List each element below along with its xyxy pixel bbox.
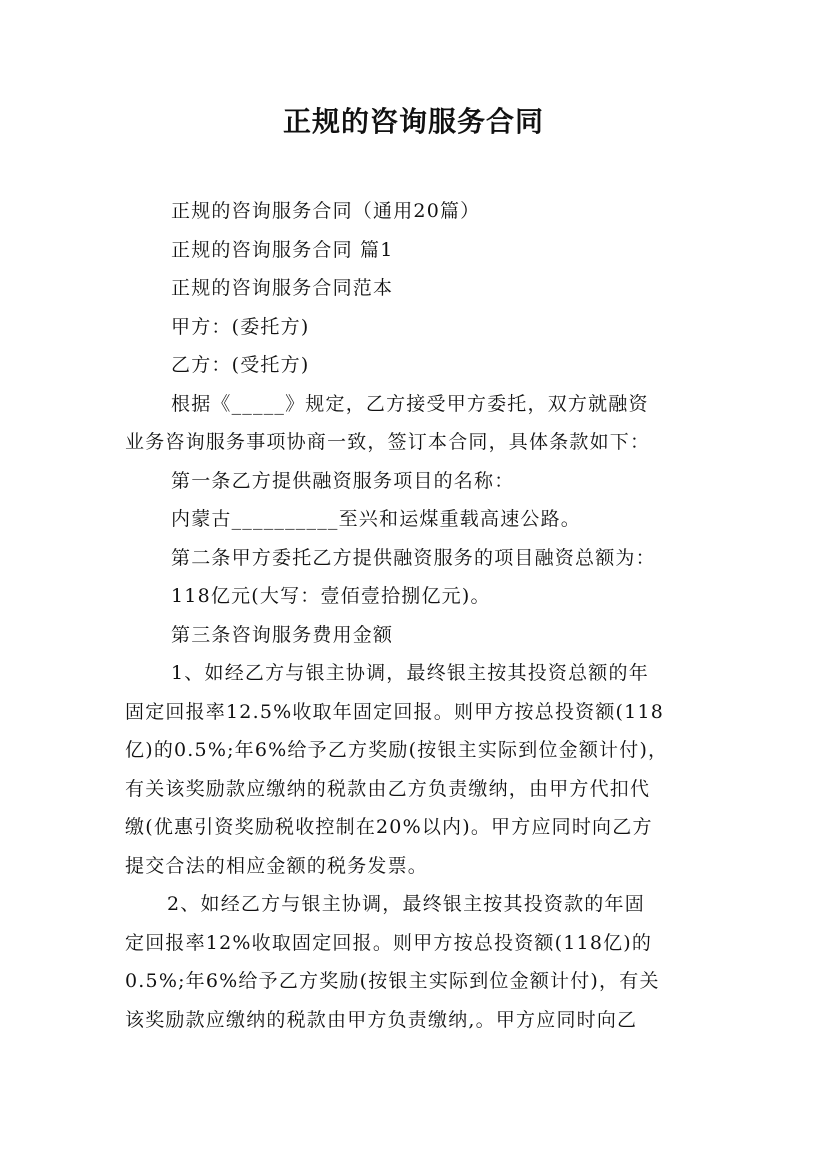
paragraph-line: 正规的咨询服务合同范本 xyxy=(171,277,394,299)
paragraph-line: 根据《_____》规定，乙方接受甲方委托，双方就融资 xyxy=(171,392,649,415)
paragraph-line: 第一条乙方提供融资服务项目的名称： xyxy=(171,469,515,492)
paragraph-line: 固定回报率12.5%收取年固定回报。则甲方按总投资额(118 xyxy=(125,700,665,723)
paragraph-line: 定回报率12%收取固定回报。则甲方按总投资额(118亿)的 xyxy=(125,931,653,954)
paragraph-line: 118亿元(大写：壹佰壹拾捌亿元)。 xyxy=(171,585,491,607)
paragraph-line: 0.5%;年6%给予乙方奖励(按银主实际到位金额计付)，有关 xyxy=(125,970,660,992)
paragraph-line: 内蒙古__________至兴和运煤重载高速公路。 xyxy=(171,508,582,530)
paragraph-line: 有关该奖励款应缴纳的税款由乙方负责缴纳，由甲方代扣代 xyxy=(125,777,651,800)
document-body xyxy=(125,192,715,1039)
paragraph-line: 亿)的0.5%;年6%给予乙方奖励(按银主实际到位金额计付)， xyxy=(125,739,669,761)
paragraph-line: 缴(优惠引资奖励税收控制在20%以内)。甲方应同时向乙方 xyxy=(125,816,653,838)
paragraph-line: 提交合法的相应金额的税务发票。 xyxy=(125,854,429,877)
paragraph-line: 业务咨询服务事项协商一致，签订本合同，具体条款如下： xyxy=(125,431,651,453)
paragraph-line: 第二条甲方委托乙方提供融资服务的项目融资总额为： xyxy=(171,546,656,569)
paragraph-line: 正规的咨询服务合同（通用20篇） xyxy=(171,200,481,222)
paragraph-line: 该奖励款应缴纳的税款由甲方负责缴纳,。甲方应同时向乙 xyxy=(125,1008,638,1031)
paragraph-line: 乙方：(受托方) xyxy=(171,354,310,376)
paragraph-line: 甲方：(委托方) xyxy=(171,315,310,338)
paragraph-line: 2、如经乙方与银主协调，最终银主按其投资款的年固 xyxy=(167,893,645,915)
paragraph-line: 1、如经乙方与银主协调，最终银主按其投资总额的年 xyxy=(171,662,649,684)
paragraph-line: 第三条咨询服务费用金额 xyxy=(171,623,394,646)
document-title: 正规的咨询服务合同 xyxy=(282,105,544,138)
paragraph-line: 正规的咨询服务合同 篇1 xyxy=(171,238,394,261)
